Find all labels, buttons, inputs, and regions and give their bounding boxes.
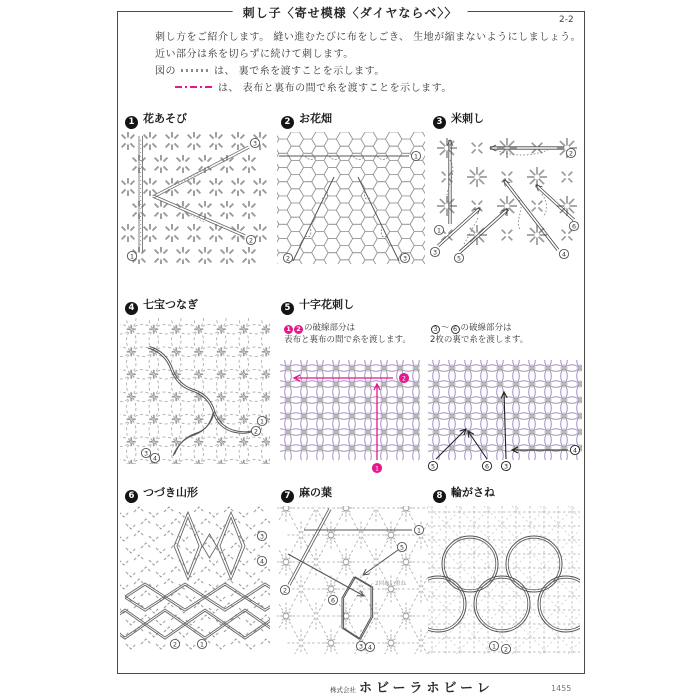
instruction-line-2: 近い部分は糸を切らずに続けて刺します。 bbox=[155, 49, 354, 60]
circled-number-6: 6 bbox=[484, 463, 490, 471]
section-2-number-badge: 2 bbox=[281, 116, 294, 129]
note-right-line2-text: 2枚の裏で糸を渡します。 bbox=[430, 335, 529, 345]
section-1-title bbox=[125, 110, 187, 129]
back-thread-dotted-line-icon bbox=[181, 69, 209, 72]
section-5-note-left bbox=[284, 322, 411, 346]
instruction-line-4-suffix: は、 表布と裏布の間で糸を渡すことを示します。 bbox=[218, 83, 452, 94]
circled-number-1: 1 bbox=[416, 527, 422, 535]
pattern-1-hana-asobi-diagram bbox=[120, 132, 268, 264]
pattern-5-juji-hana-zashi-diagram-left bbox=[280, 360, 420, 476]
circled-number-6: 6 bbox=[330, 597, 336, 605]
section-3-number-badge: 3 bbox=[433, 116, 446, 129]
section-5-number-badge: 5 bbox=[281, 302, 294, 315]
instruction-line-3 bbox=[155, 62, 385, 77]
section-1-label: 花あそび bbox=[143, 112, 187, 125]
company-logo bbox=[330, 677, 494, 696]
circled-number-2: 2 bbox=[401, 375, 407, 383]
section-8-number-badge: 8 bbox=[433, 490, 446, 503]
between-layers-dashed-line-icon bbox=[175, 86, 213, 88]
company-name: ホビーラホビーレ bbox=[359, 681, 494, 696]
section-1-number-badge: 1 bbox=[125, 116, 138, 129]
circled-number-3: 3 bbox=[252, 140, 258, 148]
circled-number-1: 1 bbox=[259, 418, 265, 426]
instruction-line-1: 刺し方をご紹介します。 縫い進むたびに布をしごき、 生地が縮まないようにしましょう。 bbox=[155, 32, 582, 43]
circled-number-6: 6 bbox=[571, 223, 577, 231]
section-3-title bbox=[433, 110, 484, 129]
instruction-line-3-prefix: 図の bbox=[155, 66, 176, 77]
inline-note-text: 2回ぬい重ね bbox=[375, 581, 406, 587]
section-7-title bbox=[281, 484, 332, 503]
pattern-7-asanoha-diagram bbox=[276, 506, 428, 654]
circled-number-4: 4 bbox=[152, 455, 158, 463]
circled-number-2: 2 bbox=[248, 237, 254, 245]
circled-number-2: 2 bbox=[172, 641, 178, 649]
circled-number-4: 4 bbox=[367, 644, 373, 652]
circled-3-icon: 3 bbox=[431, 325, 440, 334]
section-5-label: 十字花刺し bbox=[299, 298, 354, 311]
instruction-line-3-suffix: は、 裏で糸を渡すことを示します。 bbox=[214, 66, 385, 77]
pattern-8-wagasane-diagram bbox=[428, 506, 580, 654]
note-left-line1-text: の破線部分は bbox=[304, 323, 356, 333]
circled-number-2: 2 bbox=[282, 587, 288, 595]
section-4-label: 七宝つなぎ bbox=[143, 298, 198, 311]
section-5-note-right bbox=[430, 322, 528, 346]
pink-circled-2-icon: 2 bbox=[294, 325, 303, 334]
circled-number-4: 4 bbox=[561, 251, 567, 259]
circled-number-1: 1 bbox=[129, 253, 135, 261]
circled-number-5: 5 bbox=[399, 544, 405, 552]
circled-number-3: 3 bbox=[402, 255, 408, 263]
document-code: 1455 bbox=[551, 684, 572, 693]
section-2-label: お花畑 bbox=[299, 112, 332, 125]
circled-number-2: 2 bbox=[503, 646, 509, 654]
circled-number-3: 3 bbox=[358, 643, 364, 651]
section-4-number-badge: 4 bbox=[125, 302, 138, 315]
circled-number-2: 2 bbox=[568, 150, 574, 158]
circled-number-4: 4 bbox=[259, 558, 265, 566]
instruction-line-4 bbox=[175, 79, 452, 94]
circled-6-icon: 6 bbox=[451, 325, 460, 334]
page-number-marker: 2-2 bbox=[559, 15, 574, 25]
circled-number-1: 1 bbox=[436, 227, 442, 235]
pattern-3-kome-zashi-diagram bbox=[430, 132, 580, 264]
pink-circled-1-icon: 1 bbox=[284, 325, 293, 334]
circled-number-5: 5 bbox=[456, 255, 462, 263]
section-8-label: 輪がさね bbox=[451, 486, 495, 499]
circled-number-2: 2 bbox=[253, 428, 259, 436]
section-5-title bbox=[281, 296, 354, 315]
circled-number-3: 3 bbox=[432, 249, 438, 257]
note-left-line2-text: 表布と裏布の間で糸を渡します。 bbox=[284, 335, 411, 345]
circled-number-5: 5 bbox=[430, 463, 436, 471]
circled-number-1: 1 bbox=[413, 153, 419, 161]
circled-number-2: 2 bbox=[285, 255, 291, 263]
section-3-label: 米刺し bbox=[451, 112, 484, 125]
section-6-label: つづき山形 bbox=[143, 486, 198, 499]
page-title: 刺し子〈寄せ模様〈ダイヤならべ〉〉 bbox=[233, 4, 468, 21]
pattern-6-tsuzuki-yamagata-diagram bbox=[120, 506, 270, 652]
section-4-title bbox=[125, 296, 198, 315]
circled-number-3: 3 bbox=[503, 463, 509, 471]
company-prefix: 株式会社 bbox=[330, 686, 356, 694]
note-right-line1-text: の破線部分は bbox=[460, 323, 512, 333]
circled-number-3: 3 bbox=[259, 533, 265, 541]
note-right-separator: ～ bbox=[441, 323, 450, 333]
pattern-4-shippo-tsunagi-diagram bbox=[120, 318, 270, 464]
circled-number-4: 4 bbox=[572, 447, 578, 455]
section-8-title bbox=[433, 484, 495, 503]
section-7-label: 麻の葉 bbox=[299, 486, 332, 499]
circled-number-1: 1 bbox=[491, 643, 497, 651]
pattern-5-juji-hana-zashi-diagram-right bbox=[428, 360, 582, 476]
section-6-title bbox=[125, 484, 198, 503]
circled-number-1: 1 bbox=[199, 641, 205, 649]
circled-number-3: 3 bbox=[143, 450, 149, 458]
pattern-2-ohanabatake-diagram bbox=[277, 132, 425, 264]
section-7-number-badge: 7 bbox=[281, 490, 294, 503]
section-2-title bbox=[281, 110, 332, 129]
section-6-number-badge: 6 bbox=[125, 490, 138, 503]
circled-number-1: 1 bbox=[374, 465, 380, 473]
